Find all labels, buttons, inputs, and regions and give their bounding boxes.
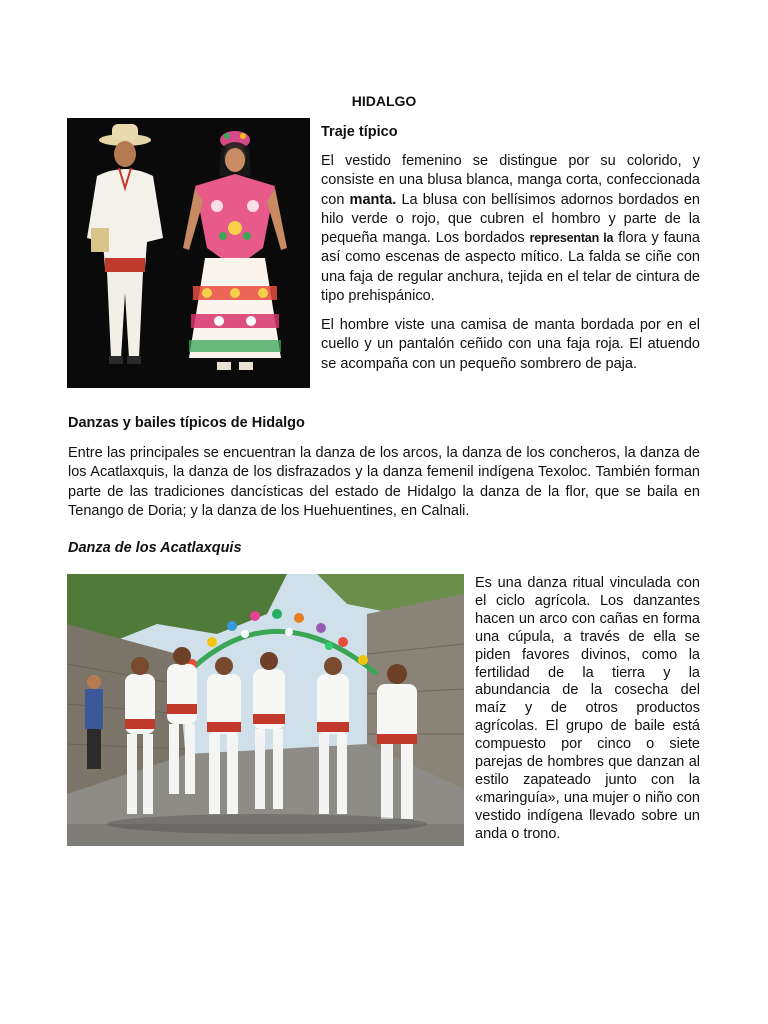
acatlaxquis-paragraph: Es una danza ritual vinculada con el ciclo agrícola. Los danzantes hacen un arco con cañas en forma una cúpula, a través de ella se piden favores divinos, como la fertilidad de la tierra y la abundancia de la cosecha del maíz y de otros productos agrícolas. El grupo de baile está compuesto por cinco o siete parejas de hombres que danzan al estilo zapateado junto con la «maringuía», una mujer o niño con vestido indígena llevado sobre un anda o trono. xyxy=(475,575,700,842)
section-acatlaxquis-heading: Danza de los Acatlaxquis xyxy=(68,540,242,556)
page-title: HIDALGO xyxy=(351,93,417,109)
traje-p1-bold: manta. xyxy=(349,191,397,208)
traje-p1-text-b: La blusa con bellísimos adornos bordados en hilo verde o rojo, que cubren el hombro y parte de la pequeña manga. Los bordados xyxy=(321,191,700,247)
traditional-costume-photo xyxy=(67,118,310,388)
traje-paragraph-2: El hombre viste una camisa de manta bordada por en el cuello y un pantalón ceñido con una faja roja. El atuendo se acompaña con un pequeño sombrero de paja. xyxy=(321,317,700,372)
traje-p1-text-c: flora y fauna así como escenas de aspecto mítico. La falda se ciñe con una faja de regular anchura, tejida en el telar de cintura de tipo prehispánico. xyxy=(321,230,700,305)
traje-p1-narrow: representan la xyxy=(529,231,614,246)
section-danzas-heading: Danzas y bailes típicos de Hidalgo xyxy=(68,415,305,431)
traje-paragraph-1 xyxy=(321,152,700,306)
danzas-paragraph: Entre las principales se encuentran la danza de los arcos, la danza de los concheros, la danza de los Acatlaxquis, la danza de los disfrazados y la danza femenil indígena Texoloc. También forman parte de las tradiciones dancísticas del estado de Hidalgo la danza de la flor, que se baila en Tenango de Doria; y la danza de los Huehuentines, en Calnali. xyxy=(68,445,700,519)
traje-p1-text-a: El vestido femenino se distingue por su colorido, y consiste en una blusa blanca, manga corta, confeccionada con xyxy=(321,153,700,208)
acatlaxquis-dance-photo xyxy=(67,574,464,846)
section-traje-heading: Traje típico xyxy=(321,124,398,140)
